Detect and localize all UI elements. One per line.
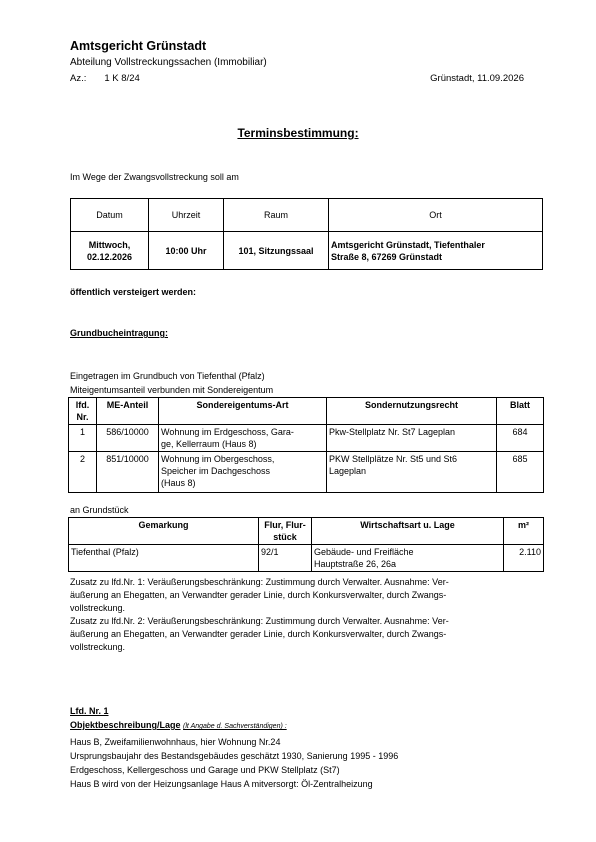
row-me-anteil: 851/10000 [97,452,159,493]
case-number: 1 K 8/24 [104,73,140,84]
wirt-line: Gebäude- und Freifläche [314,547,414,557]
art-line: Speicher im Dachgeschoss [161,466,271,476]
grundbuch-heading: Grundbucheintragung: [70,328,168,338]
header-date: Datum [71,199,149,232]
header-gemarkung: Gemarkung [69,518,259,545]
ownership-header-row [69,398,544,425]
case-reference [70,73,140,84]
row-area: 2.110 [504,545,544,572]
row-blatt: 685 [497,452,544,493]
description-line: Haus B wird von der Heizungsanlage Haus A mitversorgt: Öl-Zentralheizung [70,779,373,789]
art-line: ge, Kellerraum (Haus 8) [161,439,257,449]
grundbuch-line-2: Miteigentumsanteil verbunden mit Sondereigentum [70,385,274,395]
row-wirtschaftsart [312,545,504,572]
notes [70,576,542,654]
header-sondereigentum: Sondereigentums-Art [159,398,327,425]
header-blatt: Blatt [497,398,544,425]
header-sondernutzung: Sondernutzungsrecht [327,398,497,425]
appointment-date [71,232,149,270]
header-nr: Nr. [76,412,89,422]
appointment-room: 101, Sitzungssaal [224,232,329,270]
row-me-anteil: 586/10000 [97,425,159,452]
court-name: Amtsgericht Grünstadt [70,39,207,53]
grundstueck-label: an Grundstück [70,505,129,515]
header-flur-line: Flur, Flur- [264,520,306,530]
table-row [69,545,544,572]
note-line: vollstreckung. [70,642,126,652]
object-heading-title: Objektbeschreibung/Lage [70,720,181,730]
row-gemarkung: Tiefenthal (Pfalz) [69,545,259,572]
art-line: Wohnung im Obergeschoss, [161,454,275,464]
ownership-table [68,397,544,493]
row-flur: 92/1 [259,545,312,572]
date-value: 02.12.2026 [86,251,133,262]
auction-statement: öffentlich versteigert werden: [70,287,197,297]
object-heading-source: (lt Angabe d. Sachverständigen) : [183,723,287,730]
row-sondereigentum [159,425,327,452]
appointment-table [70,198,543,270]
note-line: äußerung an Ehegatten, an Verwandter gerader Linie, durch Konkursverwalter, durch Zwangs- [70,629,447,639]
row-sondereigentum [159,452,327,493]
object-heading [70,720,287,730]
description-line: Haus B, Zweifamilienwohnhaus, hier Wohnung Nr.24 [70,737,281,747]
header-room: Raum [224,199,329,232]
header-time: Uhrzeit [149,199,224,232]
row-blatt: 684 [497,425,544,452]
description-line: Erdgeschoss, Kellergeschoss und Garage und PKW Stellplatz (St7) [70,765,340,775]
header-flur-line: stück [273,532,297,542]
art-line: Wohnung im Erdgeschoss, Gara- [161,427,294,437]
wirt-line: Hauptstraße 26, 26a [314,559,397,569]
grundbuch-line-1: Eingetragen im Grundbuch von Tiefenthal (Pfalz) [70,371,265,381]
row-nr: 1 [69,425,97,452]
case-reference-label: Az.: [70,73,87,84]
header-me-anteil: ME-Anteil [97,398,159,425]
art-line: (Haus 8) [161,478,196,488]
row-sondernutzung [327,452,497,493]
recht-line: PKW Stellplätze Nr. St5 und St6 [329,454,458,464]
document-title: Terminsbestimmung: [237,126,359,140]
header-lfd-nr [69,398,97,425]
property-header-row [69,518,544,545]
note-line: Zusatz zu lfd.Nr. 2: Veräußerungsbeschränkung: Zustimmung durch Verwalter. Ausnahme: Ver- [70,616,449,626]
place-line-2: Straße 8, 67269 Grünstadt [331,251,443,262]
header-place: Ort [329,199,543,232]
note-line: äußerung an Ehegatten, an Verwandter gerader Linie, durch Konkursverwalter, durch Zwangs- [70,590,447,600]
header-wirtschaftsart: Wirtschaftsart u. Lage [312,518,504,545]
appointment-time: 10:00 Uhr [149,232,224,270]
note-line: Zusatz zu lfd.Nr. 1: Veräußerungsbeschränkung: Zustimmung durch Verwalter. Ausnahme: Ver- [70,577,449,587]
recht-line: Lageplan [329,466,367,476]
department: Abteilung Vollstreckungssachen (Immobiliar) [70,57,267,68]
header-lfd: lfd. [75,400,90,410]
place-date: Grünstadt, 11.09.2026 [430,73,524,84]
appointment-header-row [71,199,543,232]
appointment-place [329,232,543,270]
row-sondernutzung: Pkw-Stellplatz Nr. St7 Lageplan [327,425,497,452]
lfd-nr-heading: Lfd. Nr. 1 [70,706,109,716]
date-weekday: Mittwoch, [88,239,131,250]
row-nr: 2 [69,452,97,493]
note-line: vollstreckung. [70,603,126,613]
property-table [68,517,544,572]
appointment-row [71,232,543,270]
table-row [69,425,544,452]
intro-text: Im Wege der Zwangsvollstreckung soll am [70,172,239,182]
object-description [70,735,398,791]
place-line-1: Amtsgericht Grünstadt, Tiefenthaler [331,239,485,250]
table-row [69,452,544,493]
description-line: Ursprungsbaujahr des Bestandsgebäudes geschätzt 1930, Sanierung 1995 - 1996 [70,751,399,761]
header-flur [259,518,312,545]
header-m2: m² [504,518,544,545]
